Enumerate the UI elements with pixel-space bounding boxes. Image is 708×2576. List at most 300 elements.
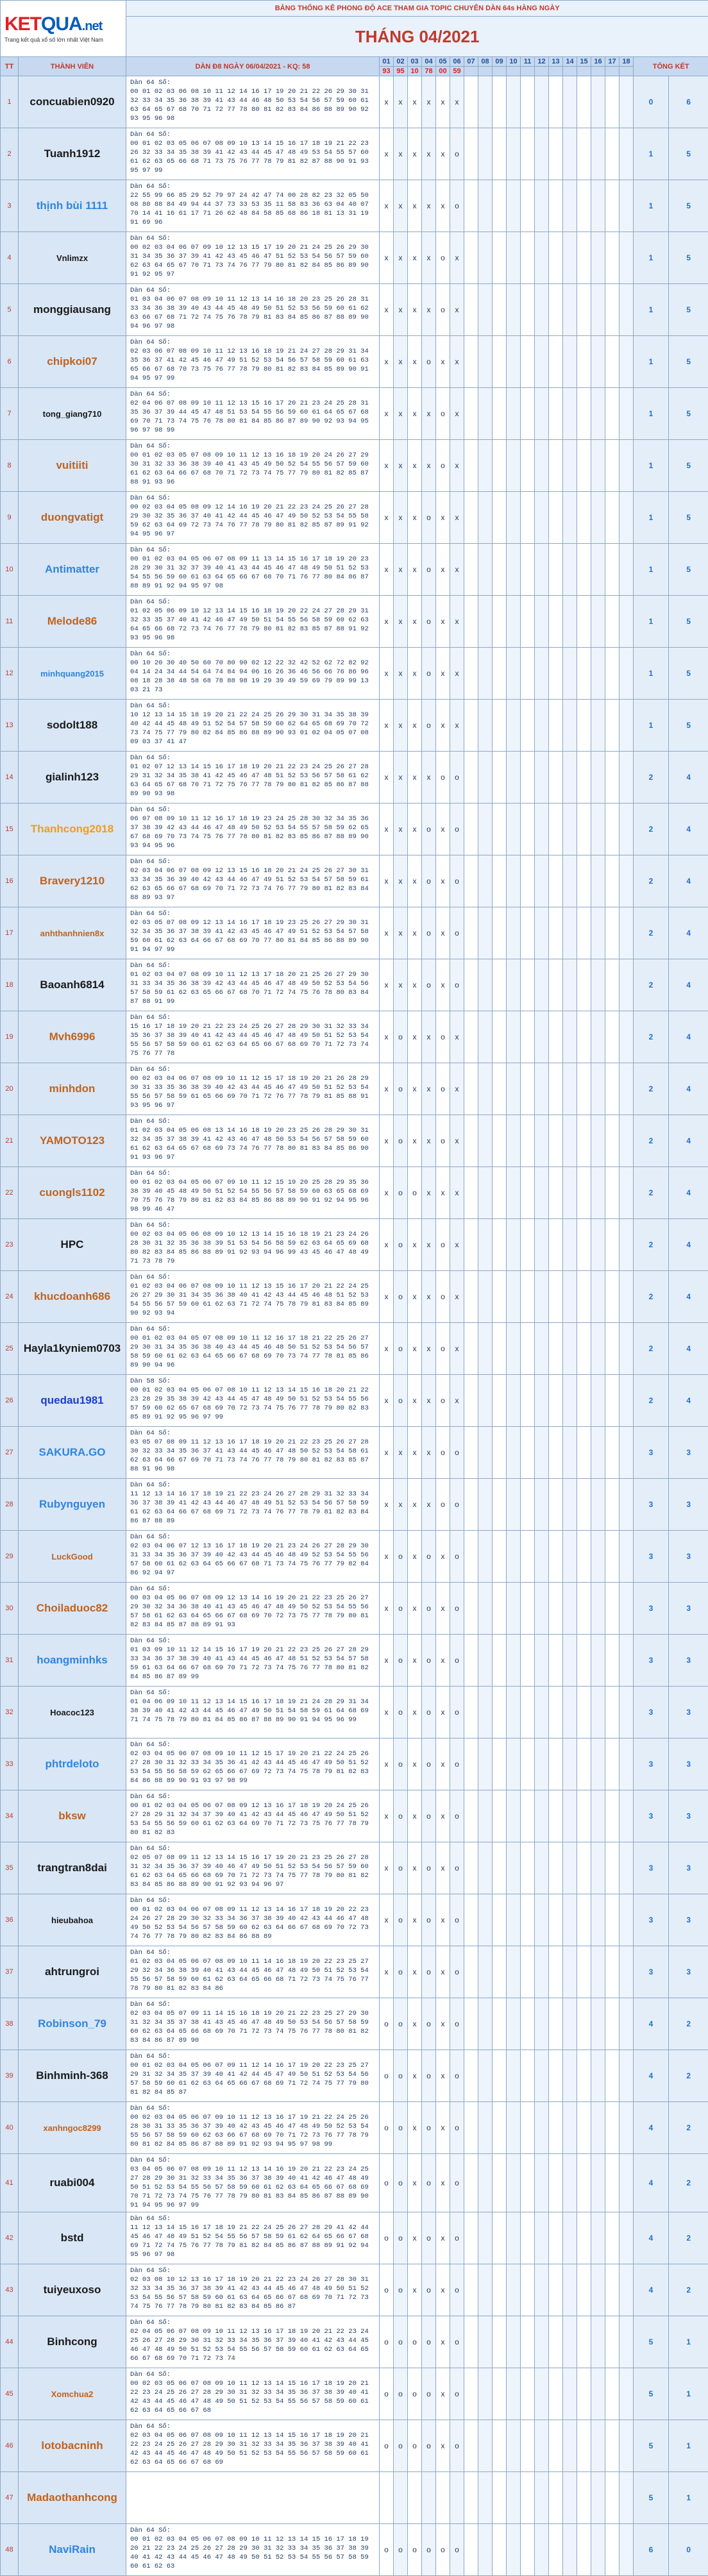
- day-mark: x: [422, 1115, 436, 1167]
- day-mark: [507, 2212, 521, 2264]
- number-set-values: 10 12 13 14 15 18 19 20 21 22 24 25 26 29 30 31 34 35 38 39 40 42 44 45 48 49 51 52 54 57 58 59 60 62 64 65 68 69 70 72 73 74 75 77 79 80 82 84 85 86 88 89 90 93 01 02 04 05 07 08 09 03 37 41 47: [130, 711, 369, 746]
- day-mark: [464, 2316, 478, 2368]
- day-mark: [464, 336, 478, 388]
- day-mark: [493, 1323, 507, 1375]
- day-mark: [591, 1894, 605, 1946]
- day-mark: x: [436, 2102, 450, 2154]
- day-mark: [605, 388, 620, 440]
- day-mark: x: [450, 284, 464, 336]
- day-mark: x: [408, 1998, 422, 2050]
- day-mark: [521, 1531, 535, 1583]
- member-name[interactable]: vuitiiti: [19, 440, 126, 492]
- day-mark: [591, 1323, 605, 1375]
- total-correct: 2: [634, 959, 669, 1011]
- number-set: [126, 959, 380, 1011]
- day-mark: [620, 1531, 634, 1583]
- row-number: 13: [1, 700, 19, 752]
- day-mark: [521, 284, 535, 336]
- day-mark: o: [394, 1894, 408, 1946]
- member-name[interactable]: Xomchua2: [19, 2368, 126, 2420]
- day-mark: [535, 2102, 549, 2154]
- day-mark: [507, 1531, 521, 1583]
- day-mark: [478, 76, 493, 128]
- day-mark: [591, 2316, 605, 2368]
- row-number: 17: [1, 907, 19, 959]
- table-row: [1, 2154, 708, 2212]
- day-mark: [620, 440, 634, 492]
- day-mark: [535, 1063, 549, 1115]
- day-mark: [591, 1790, 605, 1842]
- day-mark: [521, 1011, 535, 1063]
- day-mark: [521, 1167, 535, 1219]
- total-correct: 3: [634, 1583, 669, 1635]
- day-mark: [535, 2050, 549, 2102]
- number-set-label: Dàn 64 Số:: [130, 2105, 171, 2112]
- member-name[interactable]: Antimatter: [19, 544, 126, 596]
- day-mark: [620, 1323, 634, 1375]
- day-mark: [577, 1271, 591, 1323]
- member-name[interactable]: tong_giang710: [19, 388, 126, 440]
- table-row: [1, 1894, 708, 1946]
- table-row: [1, 907, 708, 959]
- day-mark: o: [394, 1063, 408, 1115]
- day-mark: [620, 1946, 634, 1998]
- day-mark: [507, 1375, 521, 1427]
- number-set-label: Dàn 64 Số:: [130, 1274, 171, 1281]
- day-mark: [478, 2368, 493, 2420]
- day-mark: [464, 492, 478, 544]
- member-name[interactable]: trangtran8dai: [19, 1842, 126, 1894]
- day-mark: [620, 2154, 634, 2212]
- day-mark: [605, 1323, 620, 1375]
- day-mark: [620, 1011, 634, 1063]
- row-number: 30: [1, 1583, 19, 1635]
- total-wrong: 3: [669, 1946, 708, 1998]
- day-mark: x: [380, 1790, 394, 1842]
- member-name[interactable]: YAMOTO123: [19, 1115, 126, 1167]
- total-wrong: 3: [669, 1842, 708, 1894]
- row-number: 23: [1, 1219, 19, 1271]
- day-mark: x: [408, 2154, 422, 2212]
- day-result: 59: [450, 67, 464, 76]
- number-set-values: 02 04 05 06 07 08 09 10 11 12 13 16 17 18 19 20 21 22 23 24 25 26 27 28 29 30 31 32 33 34 35 36 37 39 40 41 42 43 44 45 46 47 48 49 50 51 52 53 54 55 56 57 58 59 60 61 62 63 64 65 66 67 68 69 70 71 72 73 74: [130, 2328, 369, 2362]
- number-set: [126, 1946, 380, 1998]
- total-wrong: 3: [669, 1738, 708, 1790]
- number-set-values: 00 01 02 03 05 07 08 09 10 11 12 13 16 18 19 20 24 26 27 29 30 31 32 33 36 38 39 40 41 43 45 49 50 52 54 55 56 57 59 60 61 62 63 64 66 67 68 70 71 72 73 74 75 77 79 80 81 82 85 87 88 91 93 96: [130, 451, 369, 486]
- number-set-label: Dàn 64 Số:: [130, 2319, 171, 2327]
- day-mark: [535, 388, 549, 440]
- member-name[interactable]: Bravery1210: [19, 855, 126, 907]
- total-correct: 2: [634, 752, 669, 804]
- member-name[interactable]: monggiausang: [19, 284, 126, 336]
- day-mark: [478, 1271, 493, 1323]
- day-result: 00: [436, 67, 450, 76]
- number-set-values: 00 01 02 03 04 05 07 08 09 10 11 12 16 17 18 21 22 25 26 27 29 30 31 34 35 36 38 40 43 44 45 46 48 50 51 52 53 54 56 57 58 59 60 61 62 63 64 65 66 67 68 69 70 73 74 77 78 81 85 86 89 90 94 96: [130, 1334, 369, 1369]
- day-mark: x: [394, 544, 408, 596]
- day-mark: [478, 1167, 493, 1219]
- row-number: 2: [1, 128, 19, 180]
- day-mark: [620, 2472, 634, 2524]
- day-mark: x: [380, 1635, 394, 1687]
- day-mark: [507, 596, 521, 648]
- day-mark: [605, 1790, 620, 1842]
- day-mark: x: [408, 2264, 422, 2316]
- member-name[interactable]: tuiyeuxoso: [19, 2264, 126, 2316]
- day-mark: [478, 388, 493, 440]
- day-mark: x: [450, 596, 464, 648]
- day-mark: x: [408, 1894, 422, 1946]
- day-mark: [549, 1790, 563, 1842]
- day-mark: [535, 1894, 549, 1946]
- total-correct: 3: [634, 1738, 669, 1790]
- total-wrong: 6: [669, 76, 708, 128]
- day-mark: [521, 1323, 535, 1375]
- day-mark: [521, 804, 535, 855]
- day-mark: [549, 907, 563, 959]
- table-row: [1, 1323, 708, 1375]
- day-mark: x: [450, 700, 464, 752]
- member-name[interactable]: Melode86: [19, 596, 126, 648]
- day-mark: x: [408, 492, 422, 544]
- member-name[interactable]: concuabien0920: [19, 76, 126, 128]
- number-set: [126, 1115, 380, 1167]
- day-mark: o: [436, 1427, 450, 1479]
- member-name[interactable]: Robinson_79: [19, 1998, 126, 2050]
- member-name[interactable]: NaviRain: [19, 2524, 126, 2576]
- day-mark: [605, 2472, 620, 2524]
- member-name[interactable]: ahtrungroi: [19, 1946, 126, 1998]
- day-mark: [577, 1583, 591, 1635]
- day-mark: o: [394, 1167, 408, 1219]
- day-mark: [507, 907, 521, 959]
- total-correct: 1: [634, 336, 669, 388]
- total-correct: 4: [634, 2264, 669, 2316]
- member-name[interactable]: Choiladuoc82: [19, 1583, 126, 1635]
- member-name[interactable]: bstd: [19, 2212, 126, 2264]
- day-mark: [464, 2212, 478, 2264]
- row-number: 9: [1, 492, 19, 544]
- day-mark: [521, 2102, 535, 2154]
- day-mark: [591, 1479, 605, 1531]
- day-mark: [605, 1063, 620, 1115]
- number-set: [126, 2368, 380, 2420]
- day-mark: [577, 76, 591, 128]
- logo-suffix: .net: [81, 19, 103, 33]
- day-mark: [591, 855, 605, 907]
- day-mark: o: [394, 1271, 408, 1323]
- member-name[interactable]: HPC: [19, 1219, 126, 1271]
- day-mark: x: [408, 336, 422, 388]
- day-mark: [493, 232, 507, 284]
- day-mark: [507, 1790, 521, 1842]
- day-mark: x: [380, 1011, 394, 1063]
- day-mark: x: [436, 2316, 450, 2368]
- day-mark: [535, 1271, 549, 1323]
- number-set: [126, 2154, 380, 2212]
- member-name[interactable]: Binhminh-368: [19, 2050, 126, 2102]
- total-wrong: 2: [669, 2102, 708, 2154]
- day-mark: o: [380, 2524, 394, 2576]
- day-mark: x: [450, 1375, 464, 1427]
- day-mark: [591, 1167, 605, 1219]
- day-mark: [478, 2212, 493, 2264]
- day-mark: [549, 1842, 563, 1894]
- member-name[interactable]: lotobacninh: [19, 2420, 126, 2472]
- day-mark: [591, 804, 605, 855]
- table-row: [1, 232, 708, 284]
- day-mark: [563, 1115, 577, 1167]
- member-name[interactable]: ruabi004: [19, 2154, 126, 2212]
- total-wrong: 5: [669, 388, 708, 440]
- member-name[interactable]: duongvatigt: [19, 492, 126, 544]
- day-mark: [521, 2420, 535, 2472]
- number-set: [126, 1738, 380, 1790]
- member-name[interactable]: Tuanh1912: [19, 128, 126, 180]
- number-set-label: Dàn 64 Số:: [130, 131, 171, 139]
- member-name[interactable]: hoangminhks: [19, 1635, 126, 1687]
- day-mark: x: [380, 76, 394, 128]
- day-mark: [605, 1375, 620, 1427]
- day-mark: [478, 752, 493, 804]
- day-mark: [464, 907, 478, 959]
- day-mark: [577, 2316, 591, 2368]
- member-name[interactable]: Thanhcong2018: [19, 804, 126, 855]
- day-mark: x: [394, 907, 408, 959]
- day-mark: [478, 1946, 493, 1998]
- member-name[interactable]: gialinh123: [19, 752, 126, 804]
- member-name[interactable]: minhquang2015: [19, 648, 126, 700]
- day-mark: [535, 1167, 549, 1219]
- day-mark: [464, 1271, 478, 1323]
- day-mark: x: [394, 959, 408, 1011]
- day-mark: x: [408, 128, 422, 180]
- member-name[interactable]: Rubynguyen: [19, 1479, 126, 1531]
- day-mark: x: [380, 1583, 394, 1635]
- number-set: [126, 388, 380, 440]
- day-mark: [577, 440, 591, 492]
- total-wrong: 4: [669, 804, 708, 855]
- number-set: [126, 336, 380, 388]
- day-mark: [535, 752, 549, 804]
- total-wrong: 5: [669, 648, 708, 700]
- total-wrong: 1: [669, 2368, 708, 2420]
- day-mark: o: [450, 1583, 464, 1635]
- day-mark: x: [380, 855, 394, 907]
- day-mark: [577, 1842, 591, 1894]
- member-name[interactable]: Vnlimzx: [19, 232, 126, 284]
- member-name[interactable]: chipkoi07: [19, 336, 126, 388]
- day-mark: [493, 907, 507, 959]
- number-set-values: 00 03 04 05 06 07 08 09 12 13 14 16 19 20 21 22 23 25 26 27 29 30 32 34 36 38 40 41 43 45 46 47 48 49 50 52 53 54 55 56 57 58 61 62 63 64 65 66 67 68 69 70 72 73 75 77 78 79 80 81 82 83 84 85 87 88 89 91 93: [130, 1594, 369, 1629]
- day-mark: [563, 1894, 577, 1946]
- table-row: [1, 180, 708, 232]
- day-mark: x: [436, 1998, 450, 2050]
- member-name[interactable]: bksw: [19, 1790, 126, 1842]
- logo-blue-text: QUA: [41, 13, 82, 35]
- day-mark: x: [436, 1531, 450, 1583]
- day-result: [549, 67, 563, 76]
- day-mark: [478, 855, 493, 907]
- member-name[interactable]: LuckGood: [19, 1531, 126, 1583]
- day-mark: [464, 1375, 478, 1427]
- day-result: [535, 67, 549, 76]
- day-mark: [535, 1842, 549, 1894]
- day-mark: [577, 1998, 591, 2050]
- day-mark: [535, 2212, 549, 2264]
- member-name[interactable]: minhdon: [19, 1063, 126, 1115]
- day-mark: [478, 1323, 493, 1375]
- stats-body: [1, 76, 708, 2576]
- member-name[interactable]: SAKURA.GO: [19, 1427, 126, 1479]
- day-mark: [549, 1063, 563, 1115]
- col-member: THÀNH VIÊN: [19, 57, 126, 76]
- day-mark: o: [436, 1011, 450, 1063]
- day-mark: [535, 2420, 549, 2472]
- member-name[interactable]: sodolt188: [19, 700, 126, 752]
- day-mark: [620, 752, 634, 804]
- table-row: [1, 804, 708, 855]
- day-mark: [535, 284, 549, 336]
- day-mark: [535, 76, 549, 128]
- day-mark: [521, 180, 535, 232]
- day-mark: x: [436, 855, 450, 907]
- day-mark: [591, 1583, 605, 1635]
- number-set-label: Dàn 64 Số:: [130, 494, 171, 502]
- day-mark: [464, 1842, 478, 1894]
- member-name[interactable]: phtrdeloto: [19, 1738, 126, 1790]
- member-name[interactable]: quedau1981: [19, 1375, 126, 1427]
- member-name[interactable]: cuongls1102: [19, 1167, 126, 1219]
- day-mark: [493, 180, 507, 232]
- day-mark: o: [422, 1842, 436, 1894]
- member-name[interactable]: Mvh6996: [19, 1011, 126, 1063]
- day-mark: [464, 128, 478, 180]
- day-mark: [521, 2368, 535, 2420]
- day-mark: [521, 336, 535, 388]
- day-mark: x: [394, 648, 408, 700]
- number-set: [126, 804, 380, 855]
- day-mark: [521, 752, 535, 804]
- total-correct: 2: [634, 1115, 669, 1167]
- member-name[interactable]: Hayla1kyniem0703: [19, 1323, 126, 1375]
- day-mark: x: [436, 1167, 450, 1219]
- day-mark: [577, 1738, 591, 1790]
- total-correct: 3: [634, 1790, 669, 1842]
- day-mark: [577, 1219, 591, 1271]
- day-mark: [591, 2264, 605, 2316]
- ketqua-logo[interactable]: [1, 12, 126, 46]
- day-mark: [563, 1375, 577, 1427]
- member-name[interactable]: Hoacoc123: [19, 1687, 126, 1738]
- member-name[interactable]: Madaothanhcong: [19, 2472, 126, 2524]
- day-mark: [563, 2316, 577, 2368]
- row-number: 18: [1, 959, 19, 1011]
- day-mark: [507, 1998, 521, 2050]
- day-mark: [493, 1842, 507, 1894]
- day-mark: [535, 855, 549, 907]
- day-mark: x: [394, 700, 408, 752]
- day-mark: o: [450, 2368, 464, 2420]
- number-set: [126, 2212, 380, 2264]
- day-mark: [620, 1998, 634, 2050]
- member-name[interactable]: thịnh bùi 1111: [19, 180, 126, 232]
- day-mark: [620, 1738, 634, 1790]
- member-name[interactable]: anhthanhnien8x: [19, 907, 126, 959]
- day-mark: [605, 2316, 620, 2368]
- day-mark: [549, 492, 563, 544]
- number-set-label: Dàn 64 Số:: [130, 2371, 171, 2378]
- day-mark: [563, 1946, 577, 1998]
- table-row: [1, 440, 708, 492]
- day-mark: [563, 1167, 577, 1219]
- day-mark: [620, 700, 634, 752]
- number-set-values: 06 07 08 09 10 11 12 16 17 18 19 23 24 25 28 30 32 34 35 36 37 38 39 42 43 44 46 47 48 49 50 52 53 54 55 57 58 59 62 65 67 68 69 70 73 74 75 76 77 78 80 81 82 83 85 86 87 88 89 90 93 94 95 96: [130, 815, 369, 850]
- day-mark: x: [422, 284, 436, 336]
- day-mark: o: [450, 2264, 464, 2316]
- day-mark: [549, 596, 563, 648]
- table-row: [1, 76, 708, 128]
- total-wrong: 4: [669, 907, 708, 959]
- row-number: 39: [1, 2050, 19, 2102]
- day-mark: [394, 2472, 408, 2524]
- day-mark: [549, 1115, 563, 1167]
- member-name[interactable]: Binhcong: [19, 2316, 126, 2368]
- day-mark: o: [394, 1998, 408, 2050]
- day-mark: [605, 336, 620, 388]
- day-mark: [605, 1635, 620, 1687]
- total-wrong: 5: [669, 544, 708, 596]
- day-mark: [620, 492, 634, 544]
- table-row: [1, 336, 708, 388]
- number-set-values: 01 02 03 04 05 06 08 13 14 16 18 19 20 23 25 26 28 29 30 31 32 34 35 37 38 39 41 42 43 46 47 48 50 53 54 56 57 58 59 60 61 62 63 64 65 67 68 69 73 74 76 77 78 80 81 83 84 85 86 90 91 93 96 97: [130, 1127, 369, 1161]
- day-mark: [507, 440, 521, 492]
- total-correct: 1: [634, 544, 669, 596]
- member-name[interactable]: khucdoanh686: [19, 1271, 126, 1323]
- row-number: 7: [1, 388, 19, 440]
- number-set-label: Dàn 64 Số:: [130, 1429, 171, 1437]
- number-set-label: Dàn 58 Số:: [130, 1377, 171, 1385]
- day-result: 95: [394, 67, 408, 76]
- number-set-values: 01 02 05 06 09 10 12 13 14 15 16 18 19 20 22 24 27 28 29 31 32 33 35 37 40 41 42 46 47 49 50 51 54 55 56 58 59 60 62 63 64 65 66 68 72 73 74 76 77 78 79 80 81 82 83 85 87 88 91 92 93 95 96 98: [130, 607, 369, 642]
- day-mark: [493, 388, 507, 440]
- day-result: [591, 67, 605, 76]
- table-row: [1, 1687, 708, 1738]
- day-header: 03: [408, 57, 422, 67]
- day-mark: [605, 1738, 620, 1790]
- day-mark: [605, 1531, 620, 1583]
- day-mark: [549, 2154, 563, 2212]
- row-number: 20: [1, 1063, 19, 1115]
- member-name[interactable]: xanhngoc8299: [19, 2102, 126, 2154]
- day-mark: o: [450, 1894, 464, 1946]
- number-set-values: 00 01 02 03 04 06 07 08 09 11 12 13 14 16 17 18 19 20 22 23 24 26 27 28 29 30 32 33 34 36 37 38 39 40 42 43 44 46 47 48 49 50 52 53 54 56 57 58 59 60 62 63 64 66 67 68 69 70 72 73 74 76 77 78 79 80 82 83 84 86 88 89: [130, 1906, 369, 1940]
- day-mark: [563, 232, 577, 284]
- day-mark: [563, 2472, 577, 2524]
- member-name[interactable]: Baoanh6814: [19, 959, 126, 1011]
- day-mark: [535, 1479, 549, 1531]
- day-mark: [563, 128, 577, 180]
- day-mark: [478, 2420, 493, 2472]
- day-mark: [521, 855, 535, 907]
- member-name[interactable]: hieubahoa: [19, 1894, 126, 1946]
- day-mark: x: [450, 1063, 464, 1115]
- day-mark: [563, 1635, 577, 1687]
- number-set-values: 00 01 02 03 05 06 07 08 09 10 13 14 15 16 17 18 19 21 22 23 26 32 33 34 35 38 39 41 42 43 44 45 47 48 49 53 54 55 57 60 61 62 63 65 66 68 71 73 75 76 77 78 79 81 82 87 88 90 91 93 95 97 99: [130, 140, 369, 174]
- day-mark: o: [422, 2050, 436, 2102]
- day-mark: o: [450, 1687, 464, 1738]
- table-row: [1, 2472, 708, 2524]
- day-mark: [521, 76, 535, 128]
